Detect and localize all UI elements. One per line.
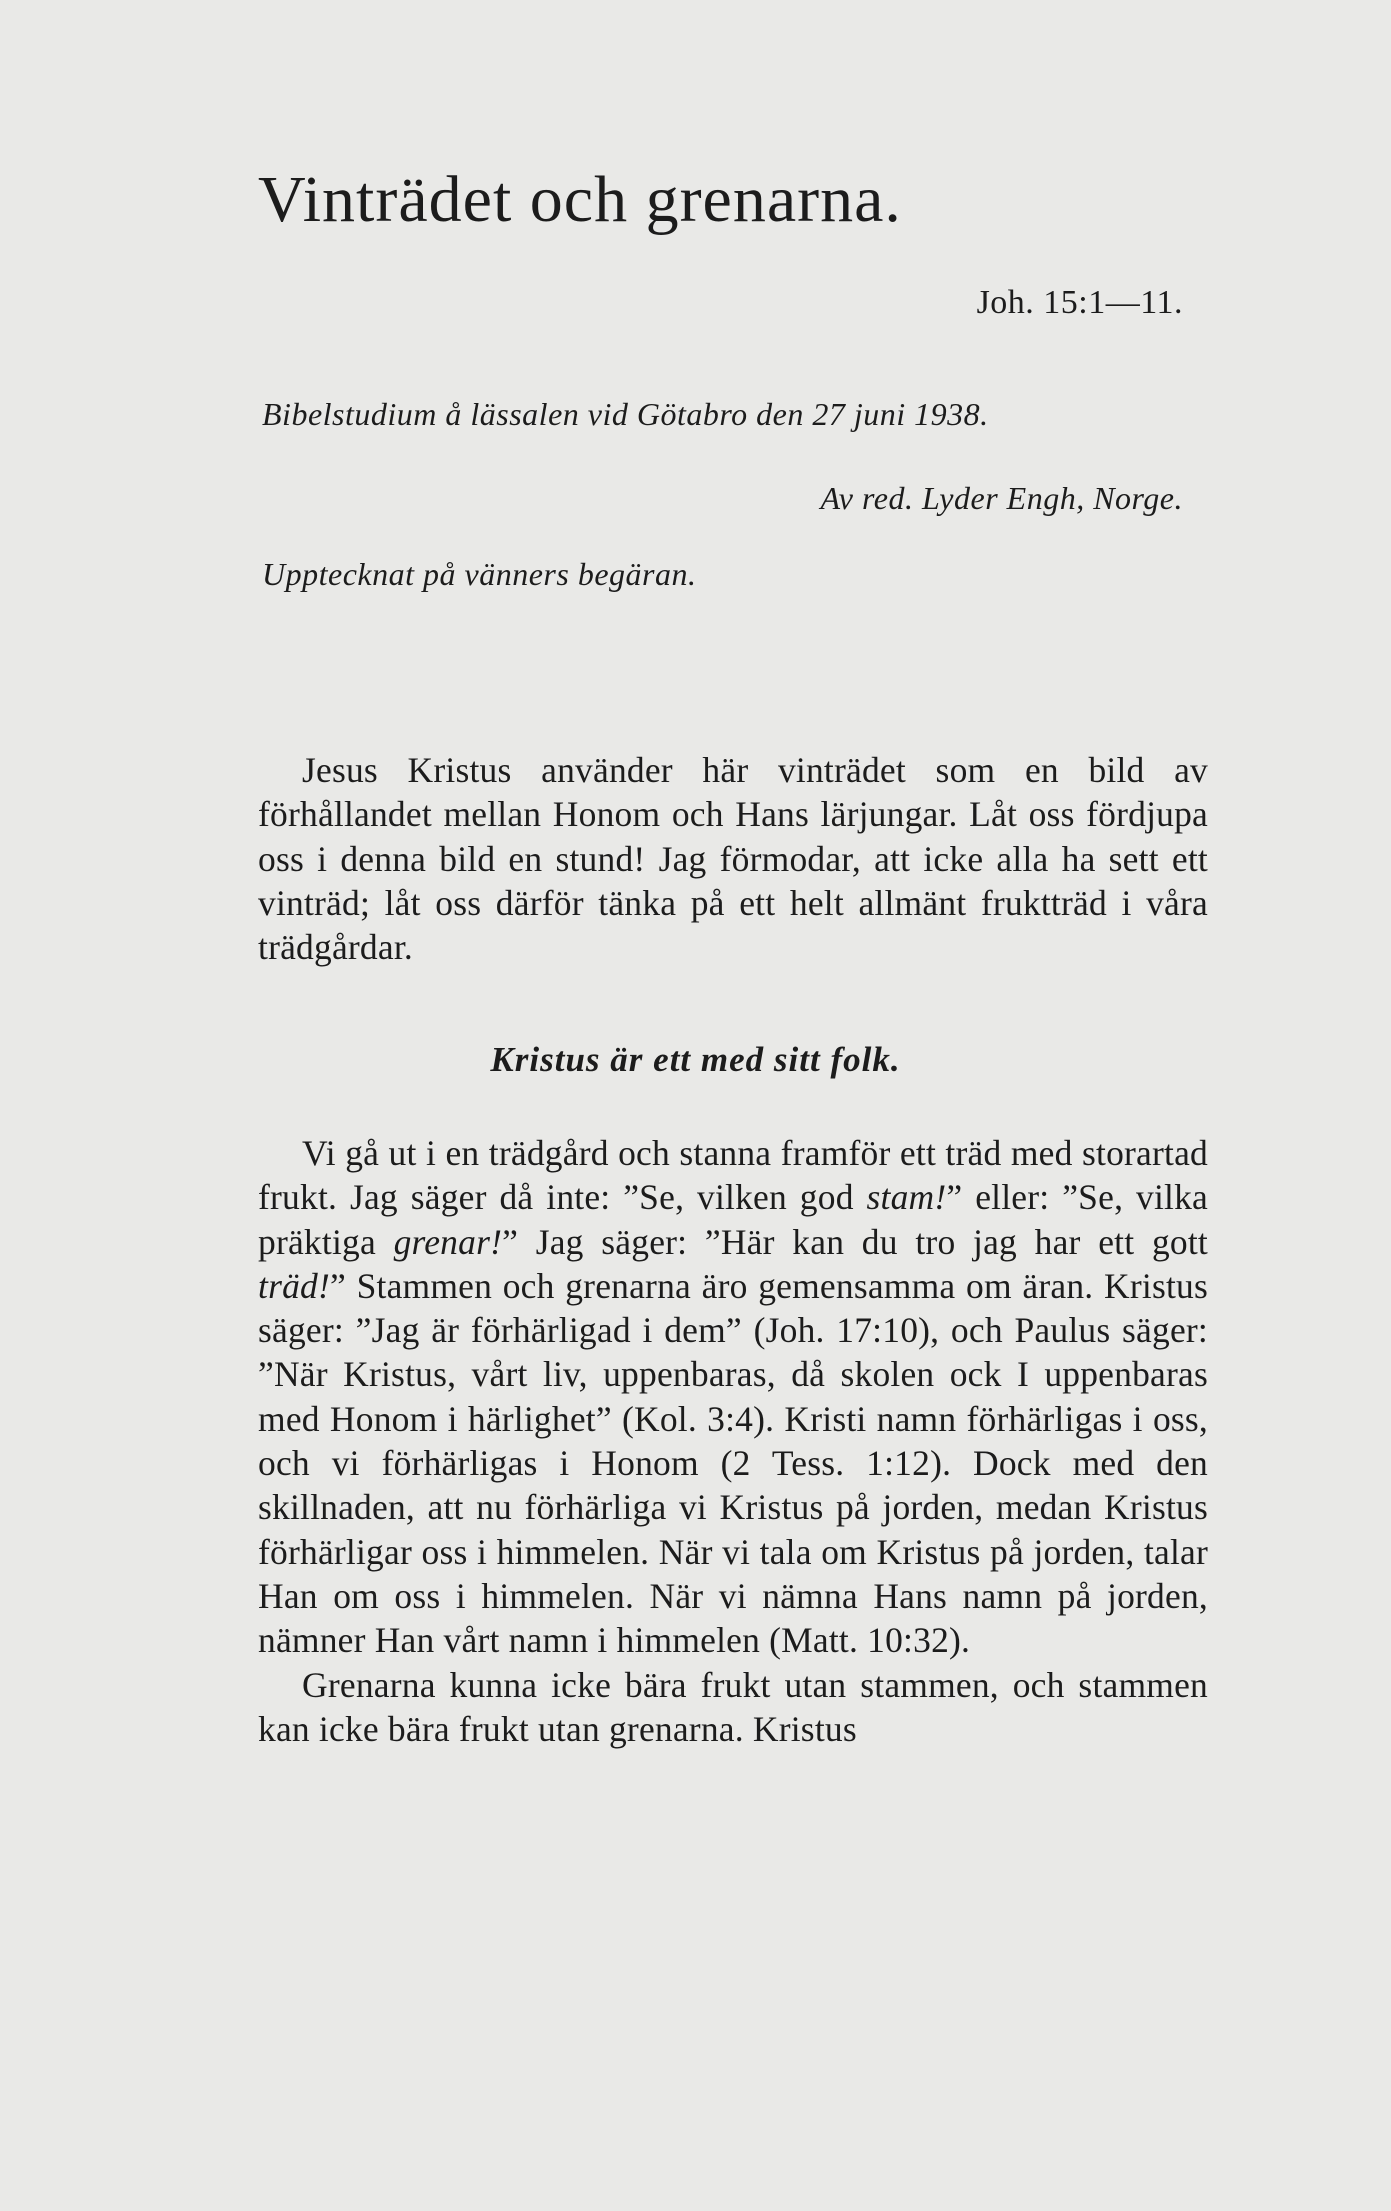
occasion-line: Bibelstudium å lässalen vid Götabro den 27 juni 1938. — [262, 396, 989, 432]
main-section — [258, 1131, 1208, 1751]
para1-text-3: ” Jag säger: ”Här kan du tro jag har ett gott — [502, 1221, 1208, 1262]
note-line: Upptecknat på vänners begäran. — [262, 556, 697, 592]
section-heading: Kristus är ett med sitt folk. — [490, 1040, 901, 1079]
page-title: Vinträdet och grenarna. — [258, 163, 902, 236]
body-paragraph-1 — [258, 1131, 1208, 1663]
para1-emphasis-grenar: grenar! — [393, 1221, 503, 1262]
scripture-reference: Joh. 15:1—11. — [976, 284, 1183, 321]
para1-text-4: ” Stammen och grenarna äro gemensamma om äran. Kristus säger: ”Jag är förhärligad i dem” (Joh. 17:10), och Paulus säger: ”När Kristus, vårt liv, uppenbaras, då skolen ock I uppenbaras med Honom i härlighet” (Kol. 3:4). Kristi namn förhärligas i oss, och vi förhärligas i Honom (2 Tess. 1:12). Dock med den skillnaden, att nu förhärliga vi Kristus på jorden, medan Kristus förhärligar oss i himmelen. När vi tala om Kristus på jorden, talar Han om oss i himmelen. När vi nämna Hans namn på jorden, nämner Han vårt namn i himmelen (Matt. 10:32). — [258, 1265, 1208, 1661]
para1-text-1: Vi gå ut i en trädgård och stanna framför ett träd med storartad frukt. Jag säger då inte: ”Se, vilken god — [258, 1133, 1208, 1218]
intro-paragraph: Jesus Kristus använder här vinträdet som en bild av förhållandet mellan Honom och Hans lärjungar. Låt oss fördjupa oss i denna bild en stund! Jag förmodar, att icke alla ha sett ett vinträd; låt oss därför tänka på ett helt allmänt fruktträd i våra trädgårdar. — [258, 750, 1208, 968]
body-paragraph-2: Grenarna kunna icke bära frukt utan stammen, och stammen kan icke bära frukt utan grenarna. Kristus — [258, 1664, 1208, 1749]
para1-emphasis-stam: stam! — [866, 1177, 947, 1218]
para1-emphasis-trad: träd! — [258, 1265, 330, 1306]
para1-text-2: ” eller: ”Se, vilka präktiga — [258, 1177, 1208, 1262]
author-line: Av red. Lyder Engh, Norge. — [820, 480, 1183, 516]
intro-section — [258, 748, 1208, 969]
